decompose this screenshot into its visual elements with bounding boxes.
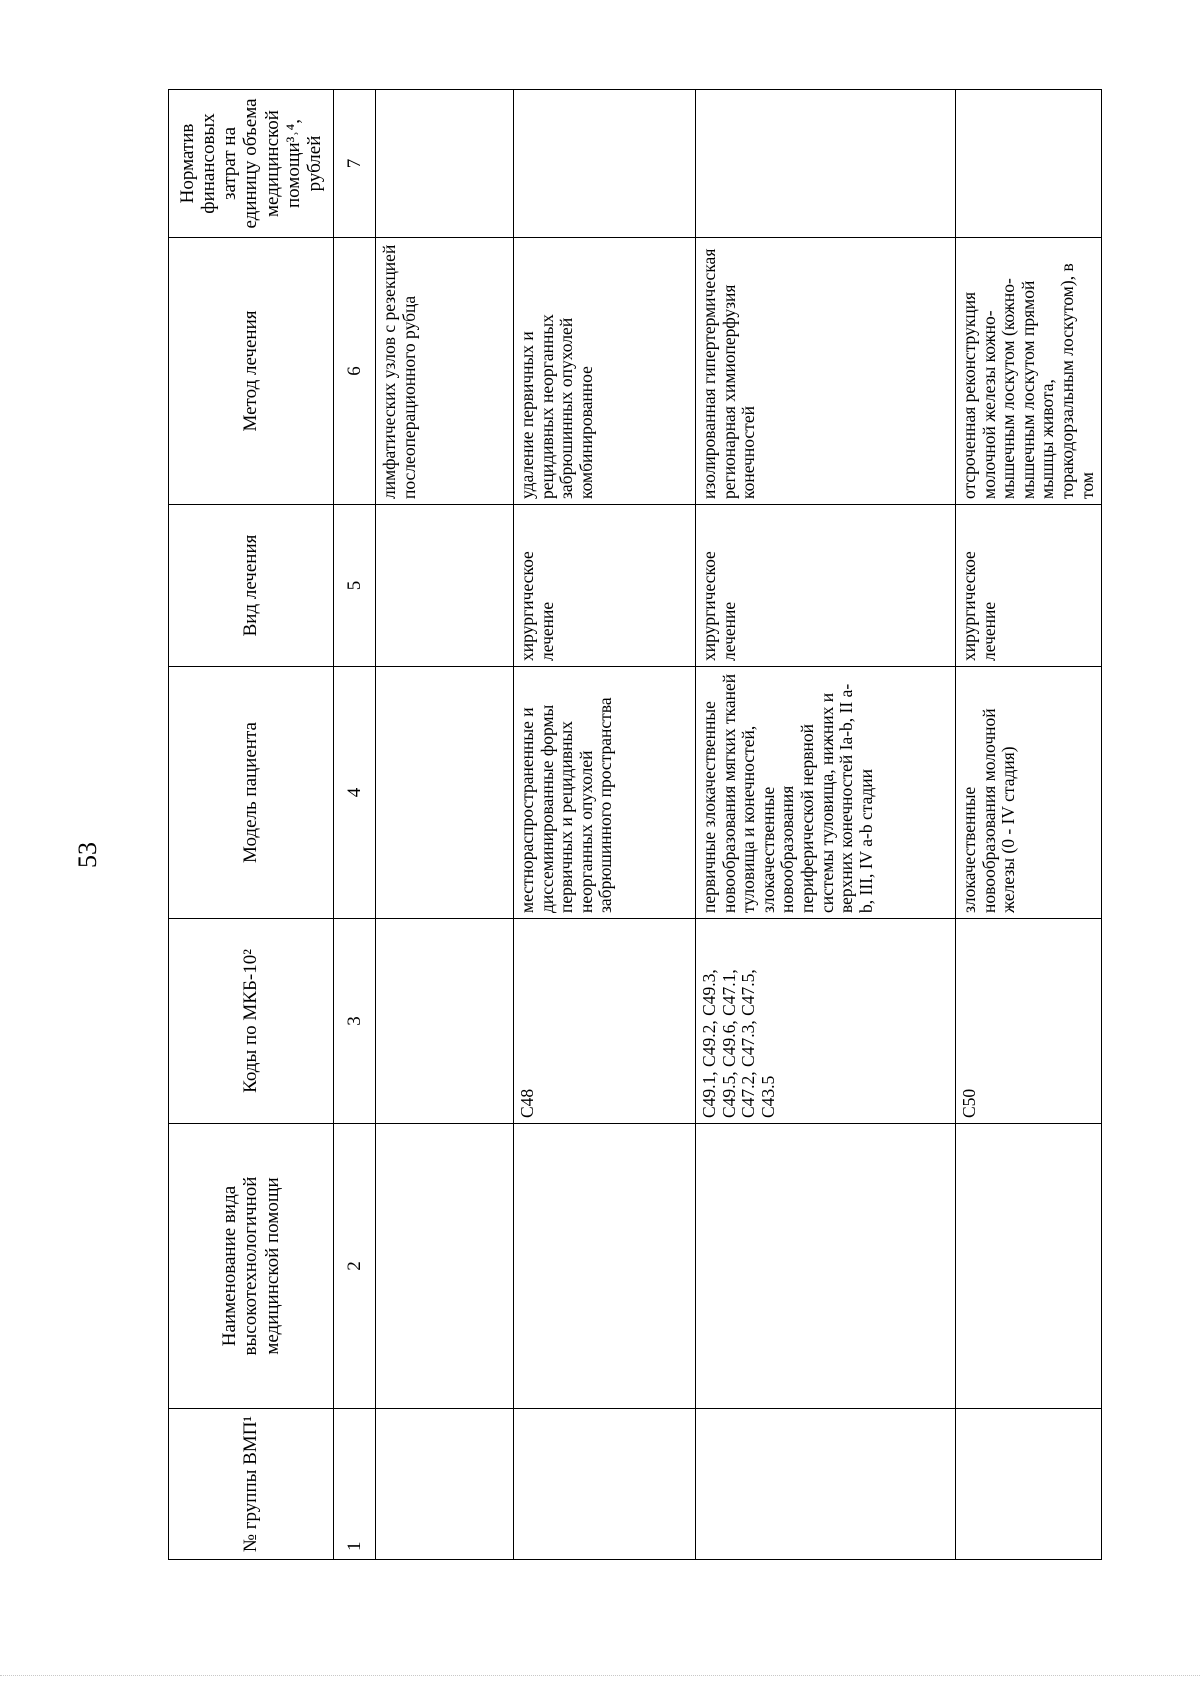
- scan-artifact-line: [0, 1675, 1200, 1677]
- vmp-table: [168, 89, 1102, 1560]
- header-financial-norm: Норматив финансовых затрат на единицу объема медицинской помощи³˒⁴, рублей: [169, 90, 334, 238]
- cell-group: [956, 1409, 1102, 1560]
- column-number: 3: [334, 919, 376, 1124]
- cell-name: [956, 1124, 1102, 1409]
- column-number: 6: [334, 238, 376, 505]
- cell-name: [514, 1124, 696, 1409]
- cell-method: удаление первичных и рецидивных неорганных забрюшинных опухолей комбинированное: [514, 238, 696, 505]
- cell-method: отсроченная реконструкция молочной железы кожно-мышечным лоскутом (кожно-мышечным лоскутом прямой мышцы живота, торакодорзальным лоскутом), в том: [956, 238, 1102, 505]
- header-patient-model: Модель пациента: [169, 667, 334, 919]
- cell-codes: [376, 919, 514, 1124]
- cell-treatment-type: [376, 505, 514, 667]
- column-number: 7: [334, 90, 376, 238]
- cell-group: [376, 1409, 514, 1560]
- cell-codes: C50: [956, 919, 1102, 1124]
- cell-norm: [956, 90, 1102, 238]
- rotated-table-container: [168, 90, 1097, 1560]
- cell-norm: [514, 90, 696, 238]
- cell-codes: C48: [514, 919, 696, 1124]
- table-row: [696, 90, 956, 1560]
- header-vmp-name: Наименование вида высокотехнологичной медицинской помощи: [169, 1124, 334, 1409]
- cell-norm: [376, 90, 514, 238]
- header-icd-codes: Коды по МКБ-10²: [169, 919, 334, 1124]
- column-number: 1: [334, 1409, 376, 1560]
- cell-norm: [696, 90, 956, 238]
- cell-model: [376, 667, 514, 919]
- cell-model: местнораспространенные и диссеминированные формы первичных и рецидивных неорганных опухолей забрюшинного пространства: [514, 667, 696, 919]
- table-row: [514, 90, 696, 1560]
- cell-model: злокачественные новообразования молочной железы (0 - IV стадия): [956, 667, 1102, 919]
- cell-treatment-type: хирургическое лечение: [956, 505, 1102, 667]
- cell-group: [514, 1409, 696, 1560]
- page-number: 53: [73, 842, 102, 868]
- header-group-number: № группы ВМП¹: [169, 1409, 334, 1560]
- cell-method: лимфатических узлов с резекцией послеоперационного рубца: [376, 238, 514, 505]
- table-row: [956, 90, 1102, 1560]
- header-treatment-type: Вид лечения: [169, 505, 334, 667]
- column-number: 5: [334, 505, 376, 667]
- cell-treatment-type: хирургическое лечение: [696, 505, 956, 667]
- table-header-row: [169, 90, 334, 1560]
- cell-group: [696, 1409, 956, 1560]
- header-treatment-method: Метод лечения: [169, 238, 334, 505]
- cell-model: первичные злокачественные новообразования мягких тканей туловища и конечностей, злокачественные новообразования периферической нервной системы туловища, нижних и верхних конечностей Ia-b, II a-b, III, IV a-b стадии: [696, 667, 956, 919]
- column-number-row: [334, 90, 376, 1560]
- column-number: 2: [334, 1124, 376, 1409]
- cell-method: изолированная гипертермическая регионарная химиоперфузия конечностей: [696, 238, 956, 505]
- cell-treatment-type: хирургическое лечение: [514, 505, 696, 667]
- cell-codes: C49.1, C49.2, C49.3, C49.5, C49.6, C47.1, C47.2, C47.3, C47.5, C43.5: [696, 919, 956, 1124]
- cell-name: [376, 1124, 514, 1409]
- column-number: 4: [334, 667, 376, 919]
- table-row: [376, 90, 514, 1560]
- cell-name: [696, 1124, 956, 1409]
